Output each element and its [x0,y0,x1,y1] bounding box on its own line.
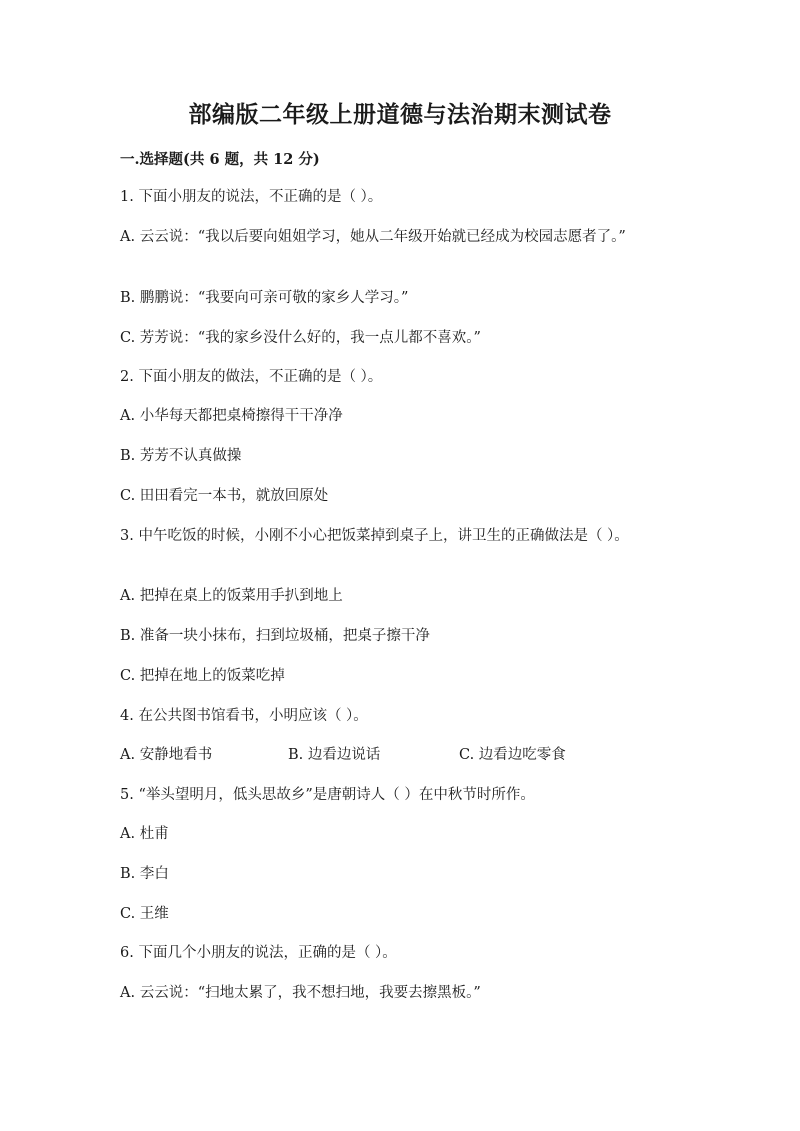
question-2-option-c: C. 田田看完一本书，就放回原处 [120,488,329,504]
question-1-option-c: C. 芳芳说：“我的家乡没什么好的，我一点儿都不喜欢。” [120,330,481,346]
question-1-stem: 1. 下面小朋友的说法，不正确的是（ ）。 [120,189,383,205]
question-5-option-b: B. 李白 [120,866,169,882]
question-3-option-b: B. 准备一块小抹布，扫到垃圾桶，把桌子擦干净 [120,628,430,644]
question-5-option-a: A. 杜甫 [120,826,169,842]
question-4-option-a: A. 安静地看书 [120,747,213,763]
question-2-stem: 2. 下面小朋友的做法，不正确的是（ ）。 [120,369,383,385]
question-5-option-c: C. 王维 [120,906,169,922]
question-4-option-b: B. 边看边说话 [288,747,381,763]
page-title: 部编版二年级上册道德与法治期末测试卷 [188,101,612,128]
question-4-stem: 4. 在公共图书馆看书，小明应该（ ）。 [120,708,368,724]
question-3-option-a: A. 把掉在桌上的饭菜用手扒到地上 [120,588,343,604]
question-4-options [120,745,566,766]
section-heading: 一.选择题(共 6 题，共 12 分) [120,151,320,168]
question-5-stem: 5. “举头望明月，低头思故乡”是唐朝诗人（ ）在中秋节时所作。 [120,787,535,803]
question-6-option-a: A. 云云说：“扫地太累了，我不想扫地，我要去擦黑板。” [120,985,481,1001]
question-1-option-a: A. 云云说：“我以后要向姐姐学习，她从二年级开始就已经成为校园志愿者了。” [120,229,626,245]
question-4-option-c: C. 边看边吃零食 [459,747,566,763]
question-2-option-b: B. 芳芳不认真做操 [120,448,242,464]
question-3-stem: 3. 中午吃饭的时候，小刚不小心把饭菜掉到桌子上，讲卫生的正确做法是（ ）。 [120,528,629,544]
question-2-option-a: A. 小华每天都把桌椅擦得干干净净 [120,408,343,424]
question-1-option-b: B. 鹏鹏说：“我要向可亲可敬的家乡人学习。” [120,290,409,306]
question-3-option-c: C. 把掉在地上的饭菜吃掉 [120,668,285,684]
question-6-stem: 6. 下面几个小朋友的说法，正确的是（ ）。 [120,945,397,961]
